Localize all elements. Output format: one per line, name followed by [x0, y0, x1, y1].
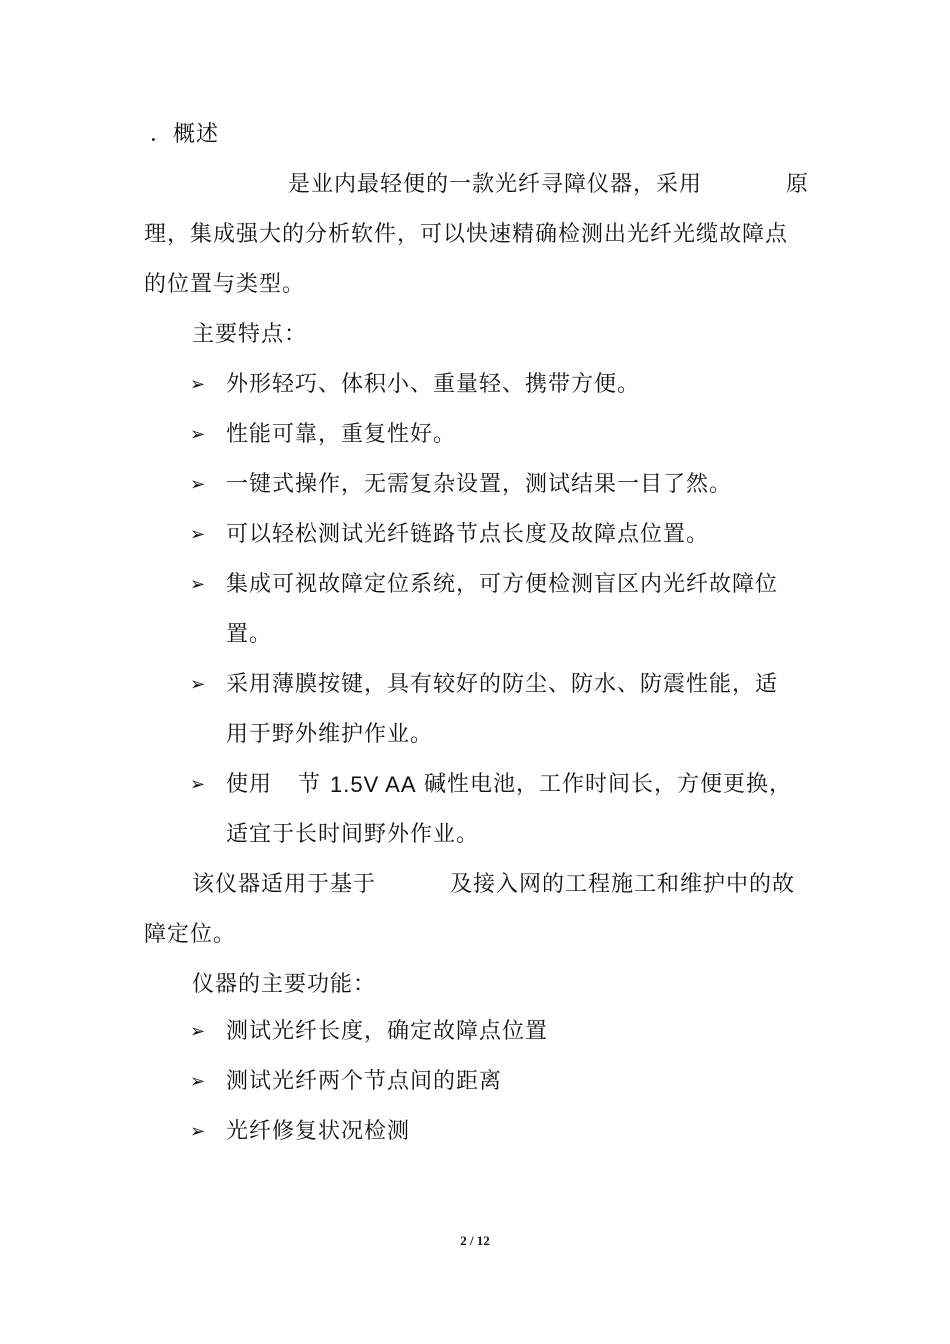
bullet-arrow-icon: ➢	[190, 774, 206, 795]
feature-item: 性能可靠，重复性好。	[226, 422, 457, 447]
apply-line-1b: 及接入网的工程施工和维护中的故	[450, 872, 796, 897]
function-item: 测试光纤长度，确定故障点位置	[226, 1019, 549, 1044]
battery-spec: 1.5V AA	[330, 772, 417, 797]
feature-item-part: 使用	[226, 772, 273, 797]
bullet-arrow-icon: ➢	[190, 374, 206, 395]
intro-line-2: 理，集成强大的分析软件，可以快速精确检测出光纤光缆故障点	[144, 222, 789, 247]
feature-item-part: 碱性电池，工作时间长，方便更换，	[424, 772, 793, 797]
feature-item-continued: 置。	[226, 622, 273, 647]
intro-line-1a: 是业内最轻便的一款光纤寻障仪器，采用	[288, 172, 703, 197]
bullet-arrow-icon: ➢	[190, 424, 206, 445]
intro-line-3: 的位置与类型。	[144, 272, 306, 297]
page-number: 2 / 12	[460, 1233, 490, 1248]
bullet-arrow-icon: ➢	[190, 574, 206, 595]
bullet-arrow-icon: ➢	[190, 1121, 206, 1142]
feature-item: 一键式操作，无需复杂设置，测试结果一目了然。	[226, 472, 733, 497]
bullet-arrow-icon: ➢	[190, 674, 206, 695]
features-title: 主要特点：	[192, 322, 308, 347]
feature-item: 采用薄膜按键，具有较好的防尘、防水、防震性能，适	[226, 672, 779, 697]
apply-line-1a: 该仪器适用于基于	[192, 872, 377, 897]
section-heading: ．概述	[150, 122, 220, 147]
feature-item: 集成可视故障定位系统，可方便检测盲区内光纤故障位	[226, 572, 779, 597]
feature-item-continued: 适宜于长时间野外作业。	[226, 822, 480, 847]
bullet-arrow-icon: ➢	[190, 1021, 206, 1042]
apply-line-2: 障定位。	[144, 922, 237, 947]
feature-item: 外形轻巧、体积小、重量轻、携带方便。	[226, 372, 641, 397]
function-item: 光纤修复状况检测	[226, 1119, 411, 1144]
feature-item: 可以轻松测试光纤链路节点长度及故障点位置。	[226, 522, 710, 547]
bullet-arrow-icon: ➢	[190, 474, 206, 495]
intro-line-1b: 原	[786, 172, 810, 197]
function-item: 测试光纤两个节点间的距离	[226, 1069, 503, 1094]
bullet-arrow-icon: ➢	[190, 1071, 206, 1092]
feature-item-continued: 用于野外维护作业。	[226, 722, 434, 747]
feature-item-part: 节	[298, 772, 322, 797]
functions-title: 仪器的主要功能：	[192, 972, 377, 997]
bullet-arrow-icon: ➢	[190, 524, 206, 545]
